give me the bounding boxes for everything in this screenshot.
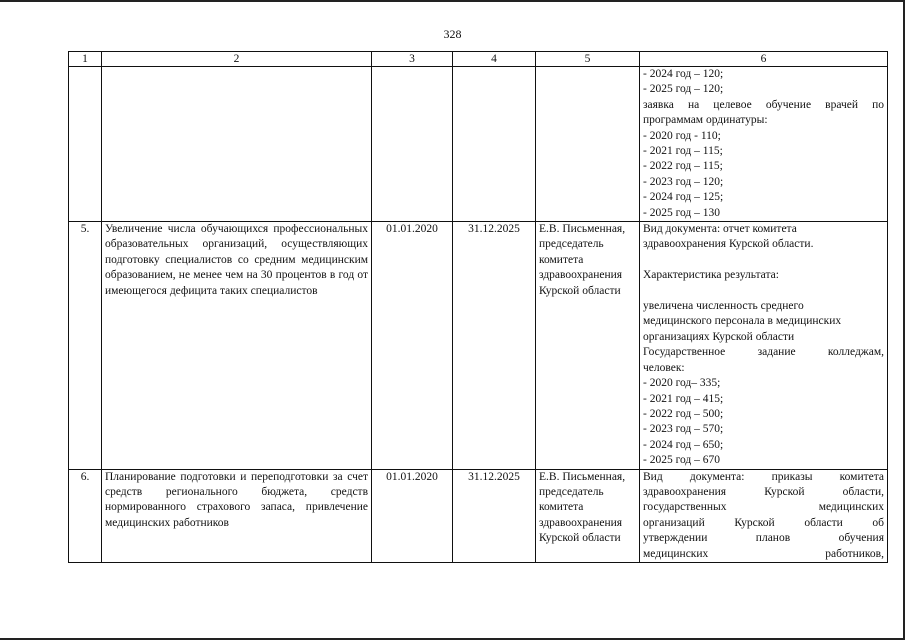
result-cell: [640, 469, 888, 562]
result-line: - 2021 год – 115;: [643, 145, 723, 158]
activity-description: Планирование подготовки и переподготовки за счет средств регионального бюджета, средств нормированного страхового запаса, привлечение медицинских работников: [102, 469, 372, 562]
result-line: - 2022 год – 115;: [643, 160, 723, 173]
result-line: здравоохранения Курской области,: [643, 485, 884, 498]
result-line: заявка на целевое обучение врачей по: [643, 98, 884, 111]
result-line: - 2025 год – 120;: [643, 83, 724, 96]
page-frame-top: [0, 0, 905, 2]
row-number: 6.: [69, 469, 102, 562]
result-line: организациях Курской области: [643, 330, 795, 343]
result-line: увеличена численность среднего: [643, 300, 804, 313]
table-row: [69, 469, 888, 562]
end-date: 31.12.2025: [453, 469, 536, 562]
header-cell: 3: [372, 52, 453, 67]
header-cell: 1: [69, 52, 102, 67]
result-line: утверждении планов обучения: [643, 532, 884, 545]
end-date: 31.12.2025: [453, 222, 536, 469]
result-line: - 2025 год – 130: [643, 206, 721, 219]
responsible-person: Е.В. Письменная, председатель комитета здравоохранения Курской области: [536, 222, 640, 469]
result-line: организаций Курской области об: [643, 516, 884, 529]
result-line: - 2021 год – 415;: [643, 392, 724, 405]
result-line: медицинского персонала в медицинских: [643, 315, 842, 328]
activities-table: [68, 51, 888, 563]
result-line: программам ординатуры:: [643, 114, 768, 127]
result-line: Вид документа: отчет комитета: [643, 223, 797, 236]
result-line: медицинских работников,: [643, 547, 884, 560]
result-line: человек:: [643, 361, 685, 374]
result-line: - 2024 год – 650;: [643, 438, 724, 451]
result-line: Государственное задание колледжам,: [643, 346, 884, 359]
result-line: - 2020 год - 110;: [643, 129, 721, 142]
start-date: 01.01.2020: [372, 469, 453, 562]
result-line: - 2024 год – 120;: [643, 68, 724, 80]
result-line: государственных медицинских: [643, 501, 884, 514]
empty-cell: [372, 67, 453, 222]
table-header-row: [69, 52, 888, 67]
header-cell: 2: [102, 52, 372, 67]
result-spacer: [643, 253, 884, 268]
result-line: - 2022 год – 500;: [643, 407, 724, 420]
header-cell: 6: [640, 52, 888, 67]
row-number: 5.: [69, 222, 102, 469]
table-row-continuation: [69, 67, 888, 222]
start-date: 01.01.2020: [372, 222, 453, 469]
responsible-person: Е.В. Письменная, председатель комитета здравоохранения Курской области: [536, 469, 640, 562]
empty-cell: [453, 67, 536, 222]
empty-cell: [69, 67, 102, 222]
page-number: 328: [443, 27, 462, 41]
result-line: - 2023 год – 570;: [643, 423, 724, 436]
header-cell: 4: [453, 52, 536, 67]
result-spacer: [643, 284, 884, 299]
result-line: Характеристика результата:: [643, 269, 779, 282]
empty-cell: [536, 67, 640, 222]
result-line: Вид документа: приказы комитета: [643, 470, 884, 483]
activity-description: Увеличение числа обучающихся профессиональных образовательных организаций, осуществляющих подготовку специалистов со средним медицинским образованием, не менее чем на 30 процентов в год от имеющегося дефицита таких специалистов: [102, 222, 372, 469]
table-row: [69, 222, 888, 469]
header-cell: 5: [536, 52, 640, 67]
result-cell: [640, 222, 888, 469]
result-line: - 2025 год – 670: [643, 454, 721, 467]
result-line: - 2024 год – 125;: [643, 191, 724, 204]
result-cell: [640, 67, 888, 222]
result-line: - 2023 год – 120;: [643, 175, 724, 188]
result-line: здравоохранения Курской области.: [643, 238, 814, 251]
result-line: - 2020 год– 335;: [643, 377, 721, 390]
empty-cell: [102, 67, 372, 222]
